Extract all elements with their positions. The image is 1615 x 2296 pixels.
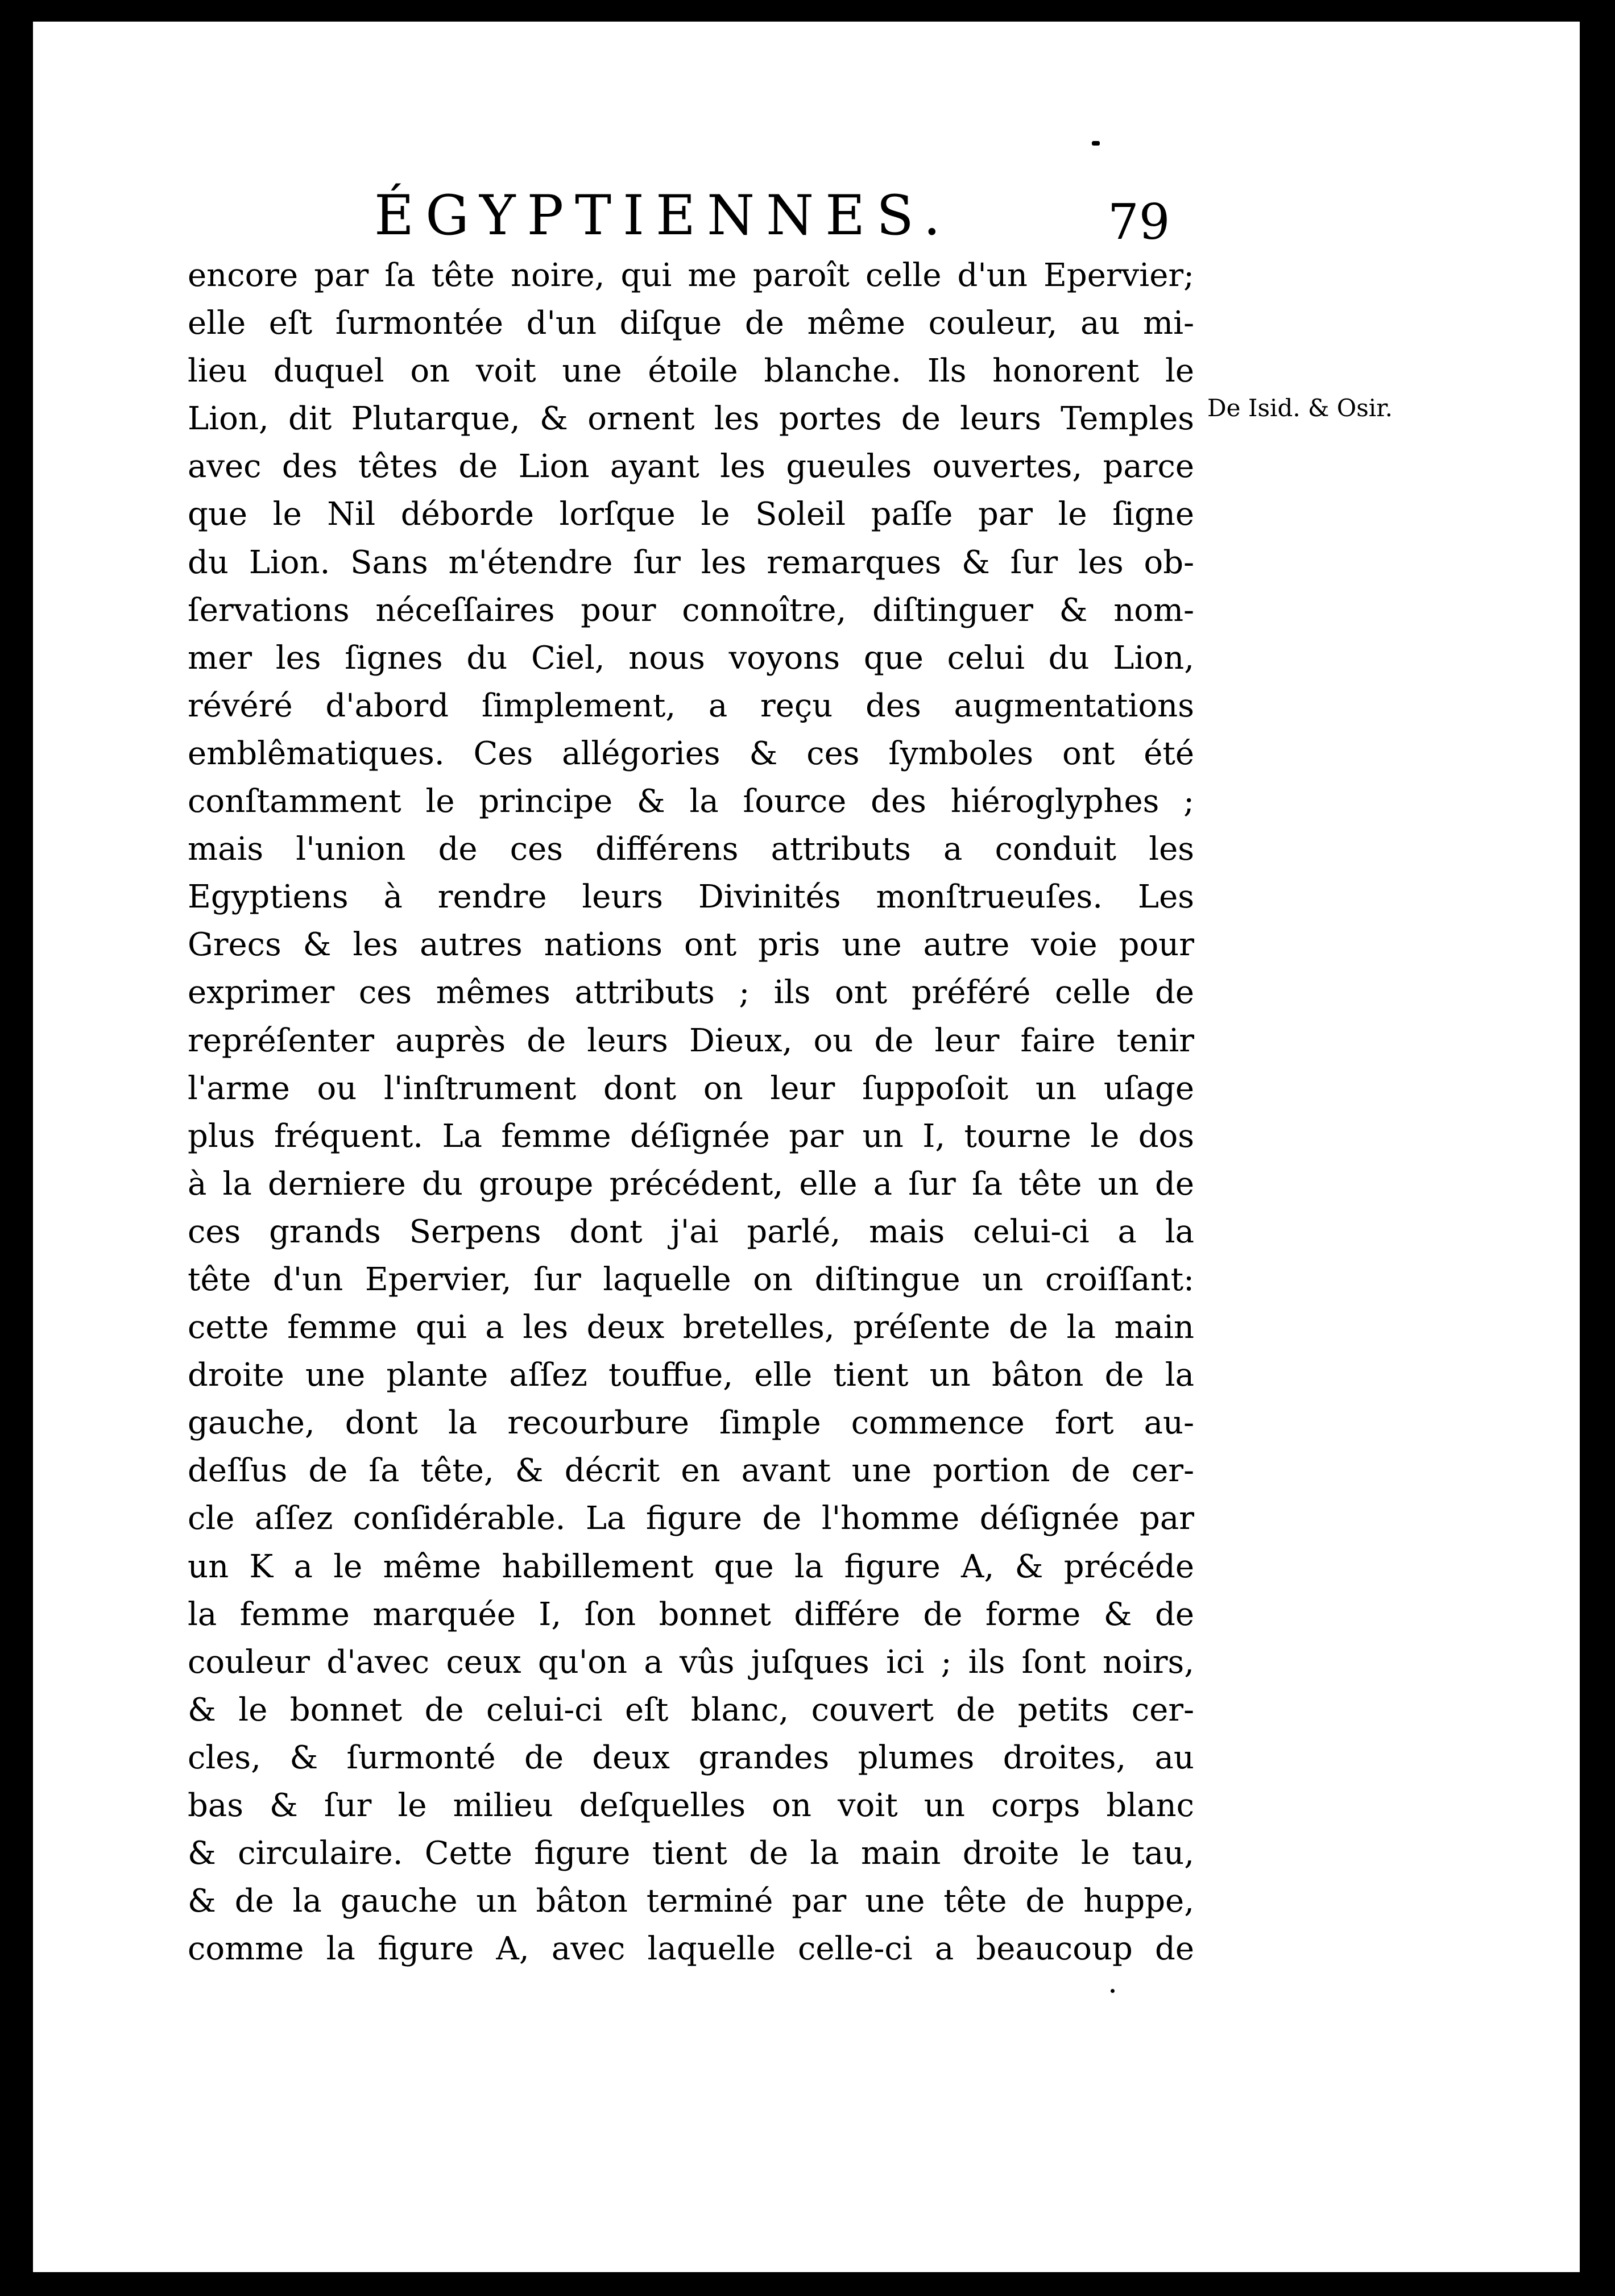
text-line: & de la gauche un bâton terminé par une tête de huppe,: [188, 1883, 1194, 1920]
text-line: plus fréquent. La femme déſignée par un I, tourne le dos: [188, 1117, 1194, 1155]
text-line: exprimer ces mêmes attributs ; ils ont préféré celle de: [188, 974, 1194, 1012]
text-line: avec des têtes de Lion ayant les gueules ouvertes, parce: [188, 448, 1194, 486]
text-line: un K a le même habillement que la figure A, & précéde: [188, 1548, 1194, 1585]
text-line: Grecs & les autres nations ont pris une autre voie pour: [188, 926, 1194, 964]
text-line: droite une plante aſſez touffue, elle tient un bâton de la: [188, 1357, 1194, 1394]
text-line: comme la figure A, avec laquelle celle-ci a beaucoup de: [188, 1930, 1194, 1968]
book-page: [33, 22, 1580, 2272]
page-number: 79: [1108, 194, 1170, 251]
text-line: l'arme ou l'inſtrument dont on leur ſuppoſoit un uſage: [188, 1070, 1194, 1107]
ink-speck: [1111, 1989, 1115, 1993]
text-line: à la derniere du groupe précédent, elle a ſur ſa tête un de: [188, 1165, 1194, 1203]
text-line: ſervations néceſſaires pour connoître, diſtinguer & nom-: [188, 591, 1194, 629]
text-line: & circulaire. Cette figure tient de la main droite le tau,: [188, 1835, 1194, 1872]
text-line: ces grands Serpens dont j'ai parlé, mais celui-ci a la: [188, 1213, 1194, 1250]
page-header: [33, 184, 1580, 252]
ink-speck: [1092, 141, 1100, 146]
text-line: révéré d'abord ſimplement, a reçu des augmentations: [188, 687, 1194, 724]
text-line: conſtamment le principe & la ſource des hiéroglyphes ;: [188, 783, 1194, 820]
text-line: cle aſſez conſidérable. La figure de l'homme déſignée par: [188, 1500, 1194, 1537]
text-line: gauche, dont la recourbure ſimple commence fort au-: [188, 1404, 1194, 1442]
text-line: lieu duquel on voit une étoile blanche. Ils honorent le: [188, 353, 1194, 390]
text-line: mer les ſignes du Ciel, nous voyons que celui du Lion,: [188, 639, 1194, 677]
text-line: Egyptiens à rendre leurs Divinités monſtrueuſes. Les: [188, 878, 1194, 916]
text-line: mais l'union de ces différens attributs a conduit les: [188, 831, 1194, 868]
text-line: que le Nil déborde lorſque le Soleil paſſe par le ſigne: [188, 496, 1194, 533]
text-line: la femme marquée I, ſon bonnet différe de forme & de: [188, 1595, 1194, 1633]
text-line: encore par ſa tête noire, qui me paroît celle d'un Epervier;: [188, 257, 1194, 294]
text-line: bas & ſur le milieu deſquelles on voit un corps blanc: [188, 1787, 1194, 1824]
text-line: deſſus de ſa tête, & décrit en avant une portion de cer-: [188, 1452, 1194, 1490]
text-line: cles, & ſurmonté de deux grandes plumes droites, au: [188, 1739, 1194, 1776]
running-head: ÉGYPTIENNES.: [374, 184, 953, 247]
text-line: emblêmatiques. Ces allégories & ces ſymboles ont été: [188, 735, 1194, 772]
text-line: repréſenter auprès de leurs Dieux, ou de leur faire tenir: [188, 1022, 1194, 1059]
text-line: tête d'un Epervier, ſur laquelle on diſtingue un croiſſant:: [188, 1261, 1194, 1298]
text-line: Lion, dit Plutarque, & ornent les portes de leurs Temples: [188, 400, 1194, 438]
text-line: couleur d'avec ceux qu'on a vûs juſques ici ; ils ſont noirs,: [188, 1643, 1194, 1681]
body-text: [188, 252, 1194, 1973]
text-line: du Lion. Sans m'étendre ſur les remarques & ſur les ob-: [188, 544, 1194, 581]
text-line: & le bonnet de celui-ci eſt blanc, couvert de petits cer-: [188, 1691, 1194, 1729]
margin-note: De Isid. & Osir.: [1207, 394, 1393, 422]
text-line: cette femme qui a les deux bretelles, préſente de la main: [188, 1309, 1194, 1346]
text-line: elle eſt ſurmontée d'un diſque de même couleur, au mi-: [188, 305, 1194, 342]
